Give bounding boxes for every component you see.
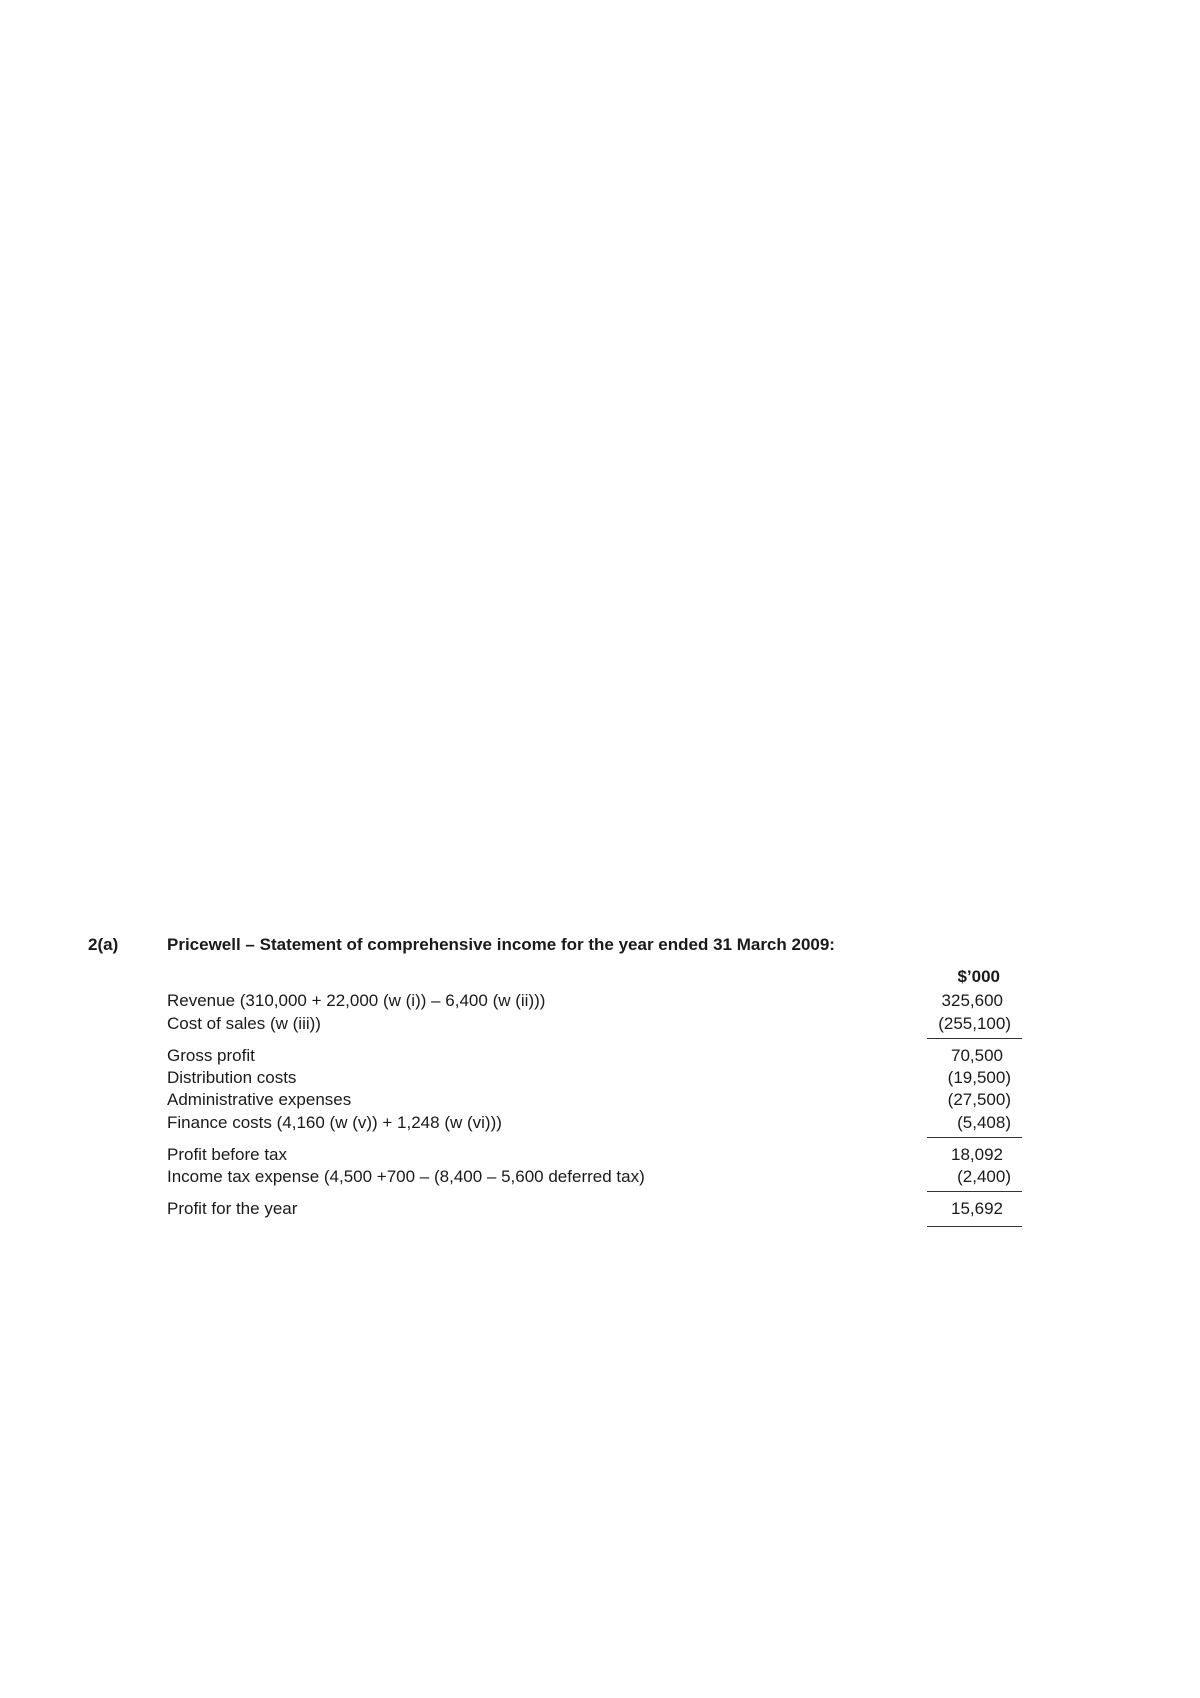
statement-row-distribution-costs xyxy=(167,1067,1022,1089)
row-label: Finance costs (4,160 (w (v)) + 1,248 (w (vi))) xyxy=(167,1113,502,1132)
row-label: Cost of sales (w (iii)) xyxy=(167,1014,321,1033)
question-number: 2(a) xyxy=(88,935,119,954)
statement-row-gross-profit xyxy=(167,1045,1022,1067)
total-rule xyxy=(927,1226,1022,1227)
row-label: Administrative expenses xyxy=(167,1090,352,1109)
row-value: 70,500 xyxy=(951,1046,1003,1065)
row-value: (5,408) xyxy=(957,1113,1011,1132)
row-value: (19,500) xyxy=(947,1068,1011,1087)
statement-row-profit-for-the-year xyxy=(167,1198,1022,1220)
subtotal-rule xyxy=(927,1137,1022,1138)
column-header: $’000 xyxy=(957,967,1000,986)
statement-row-cost-of-sales xyxy=(167,1013,1022,1035)
statement-row-finance-costs xyxy=(167,1112,1022,1134)
statement-row-revenue xyxy=(167,990,1022,1012)
row-value: 18,092 xyxy=(951,1145,1003,1164)
row-label: Revenue (310,000 + 22,000 (w (i)) – 6,400 (w (ii))) xyxy=(167,991,546,1010)
row-label: Gross profit xyxy=(167,1046,255,1065)
statement-title: Pricewell – Statement of comprehensive income for the year ended 31 March 2009: xyxy=(167,935,835,954)
row-label: Distribution costs xyxy=(167,1068,297,1087)
row-label: Income tax expense (4,500 +700 – (8,400 – 5,600 deferred tax) xyxy=(167,1167,645,1186)
row-value: (27,500) xyxy=(947,1090,1011,1109)
subtotal-rule xyxy=(927,1038,1022,1039)
row-value: (2,400) xyxy=(957,1167,1011,1186)
row-value: (255,100) xyxy=(938,1014,1011,1033)
statement-row-administrative-expenses xyxy=(167,1089,1022,1111)
statement-row-income-tax-expense xyxy=(167,1166,1022,1188)
row-value: 15,692 xyxy=(951,1199,1003,1218)
subtotal-rule xyxy=(927,1191,1022,1192)
row-label: Profit for the year xyxy=(167,1199,298,1218)
row-value: 325,600 xyxy=(941,991,1003,1010)
statement-row-profit-before-tax xyxy=(167,1144,1022,1166)
row-label: Profit before tax xyxy=(167,1145,288,1164)
